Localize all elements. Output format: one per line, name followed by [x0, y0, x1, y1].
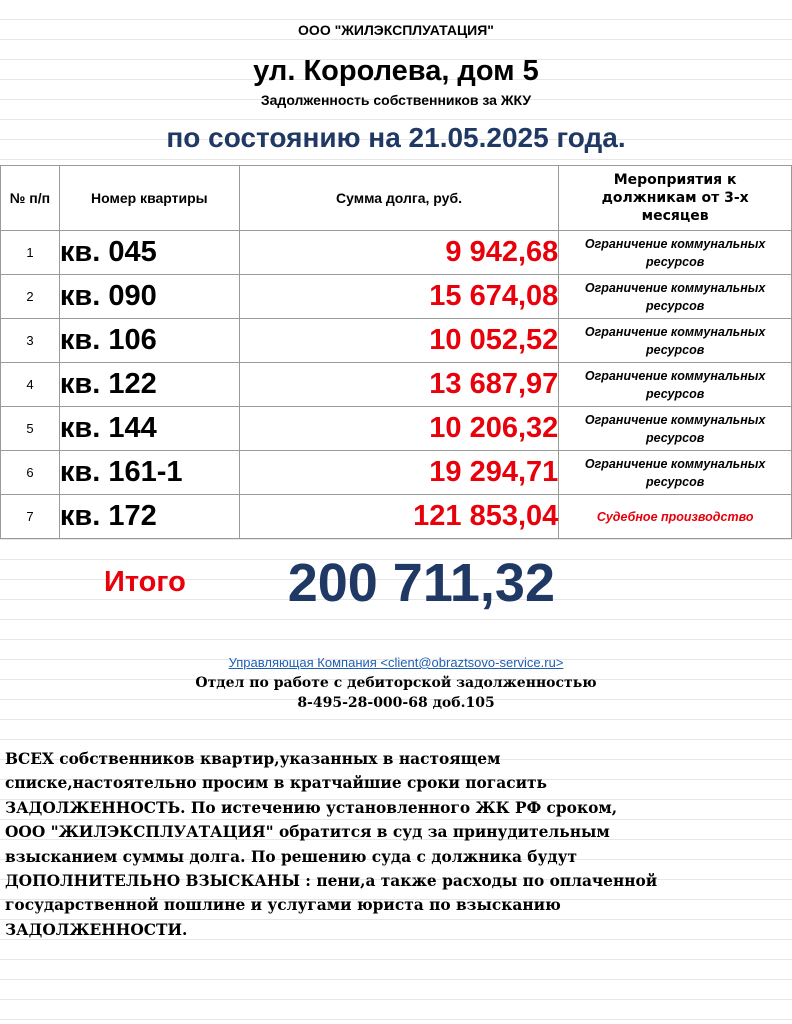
header-measures-line3: месяцев: [641, 208, 709, 224]
table-row: [1, 407, 792, 451]
row-measure: [559, 363, 792, 407]
row-measure-line2: ресурсов: [646, 254, 705, 269]
row-measure-line2: ресурсов: [646, 386, 705, 401]
row-amount: 19 294,71: [239, 451, 559, 495]
debt-notice: [5, 747, 789, 942]
row-measure-line1: Судебное производство: [596, 509, 754, 524]
row-apartment: кв. 144: [59, 407, 239, 451]
row-num: 5: [1, 407, 60, 451]
table-row: [1, 231, 792, 275]
row-measure: [559, 451, 792, 495]
row-measure-line2: ресурсов: [646, 474, 705, 489]
row-measure: [559, 231, 792, 275]
notice-line: ЗАДОЛЖЕННОСТЬ. По истечению установленного ЖК РФ сроком,: [5, 798, 618, 817]
row-apartment: кв. 161-1: [59, 451, 239, 495]
row-amount: 10 052,52: [239, 319, 559, 363]
row-measure: [559, 319, 792, 363]
total-label: Итого: [104, 566, 186, 598]
notice-line: ДОПОЛНИТЕЛЬНО ВЗЫСКАНЫ : пени,а также расходы по оплаченной: [5, 872, 658, 891]
row-measure-line1: Ограничение коммунальных: [584, 236, 766, 251]
header-measures: [559, 166, 792, 231]
row-apartment: кв. 045: [59, 231, 239, 275]
row-apartment: кв. 106: [59, 319, 239, 363]
table-row: [1, 275, 792, 319]
row-measure-line1: Ограничение коммунальных: [584, 324, 766, 339]
notice-line: ЗАДОЛЖЕННОСТИ.: [5, 920, 188, 939]
as-of-date: по состоянию на 21.05.2025 года.: [166, 122, 626, 153]
table-row: [1, 363, 792, 407]
row-measure-line1: Ограничение коммунальных: [584, 368, 766, 383]
row-num: 7: [1, 495, 60, 539]
row-amount: 13 687,97: [239, 363, 559, 407]
row-apartment: кв. 172: [59, 495, 239, 539]
notice-line: списке,настоятельно просим в кратчайшие сроки погасить: [5, 774, 547, 793]
debt-table: [0, 165, 792, 539]
header-measures-line2: должникам от 3-х: [601, 190, 749, 206]
row-amount: 10 206,32: [239, 407, 559, 451]
header-apartment: Номер квартиры: [59, 166, 239, 231]
row-measure: [559, 495, 792, 539]
header-measures-line1: Мероприятия к: [613, 172, 737, 188]
department-phone: 8-495-28-000-68 доб.105: [297, 695, 495, 711]
notice-line: взысканием суммы долга. По решению суда с должника будут: [5, 847, 578, 866]
building-address: ул. Королева, дом 5: [253, 55, 539, 87]
row-num: 4: [1, 363, 60, 407]
row-measure-line2: ресурсов: [646, 298, 705, 313]
row-amount: 15 674,08: [239, 275, 559, 319]
notice-line: ООО "ЖИЛЭКСПЛУАТАЦИЯ" обратится в суд за принудительным: [5, 823, 610, 842]
row-amount: 9 942,68: [239, 231, 559, 275]
table-row: [1, 451, 792, 495]
row-num: 6: [1, 451, 60, 495]
row-amount: 121 853,04: [239, 495, 559, 539]
company-email-link[interactable]: Управляющая Компания <client@obraztsovo-service.ru>: [228, 655, 564, 670]
header-amount: Сумма долга, руб.: [239, 166, 559, 231]
table-row: [1, 319, 792, 363]
row-num: 1: [1, 231, 60, 275]
row-measure-line1: Ограничение коммунальных: [584, 412, 766, 427]
row-apartment: кв. 090: [59, 275, 239, 319]
table-header-row: [1, 166, 792, 231]
total-value: 200 711,32: [287, 553, 555, 613]
row-num: 3: [1, 319, 60, 363]
row-num: 2: [1, 275, 60, 319]
notice-line: государственной пошлине и услугами юриста по взысканию: [5, 896, 561, 915]
department-name: Отдел по работе с дебиторской задолженностью: [195, 675, 597, 691]
row-measure-line2: ресурсов: [646, 430, 705, 445]
row-measure-line1: Ограничение коммунальных: [584, 456, 766, 471]
row-measure: [559, 275, 792, 319]
row-apartment: кв. 122: [59, 363, 239, 407]
notice-line: ВСЕХ собственников квартир,указанных в настоящем: [5, 750, 501, 768]
row-measure-line1: Ограничение коммунальных: [584, 280, 766, 295]
document-subtitle: Задолженность собственников за ЖКУ: [260, 92, 532, 108]
organization-name: ООО "ЖИЛЭКСПЛУАТАЦИЯ": [298, 22, 494, 38]
row-measure-line2: ресурсов: [646, 342, 705, 357]
row-measure: [559, 407, 792, 451]
header-num: № п/п: [1, 166, 60, 231]
table-row: [1, 495, 792, 539]
